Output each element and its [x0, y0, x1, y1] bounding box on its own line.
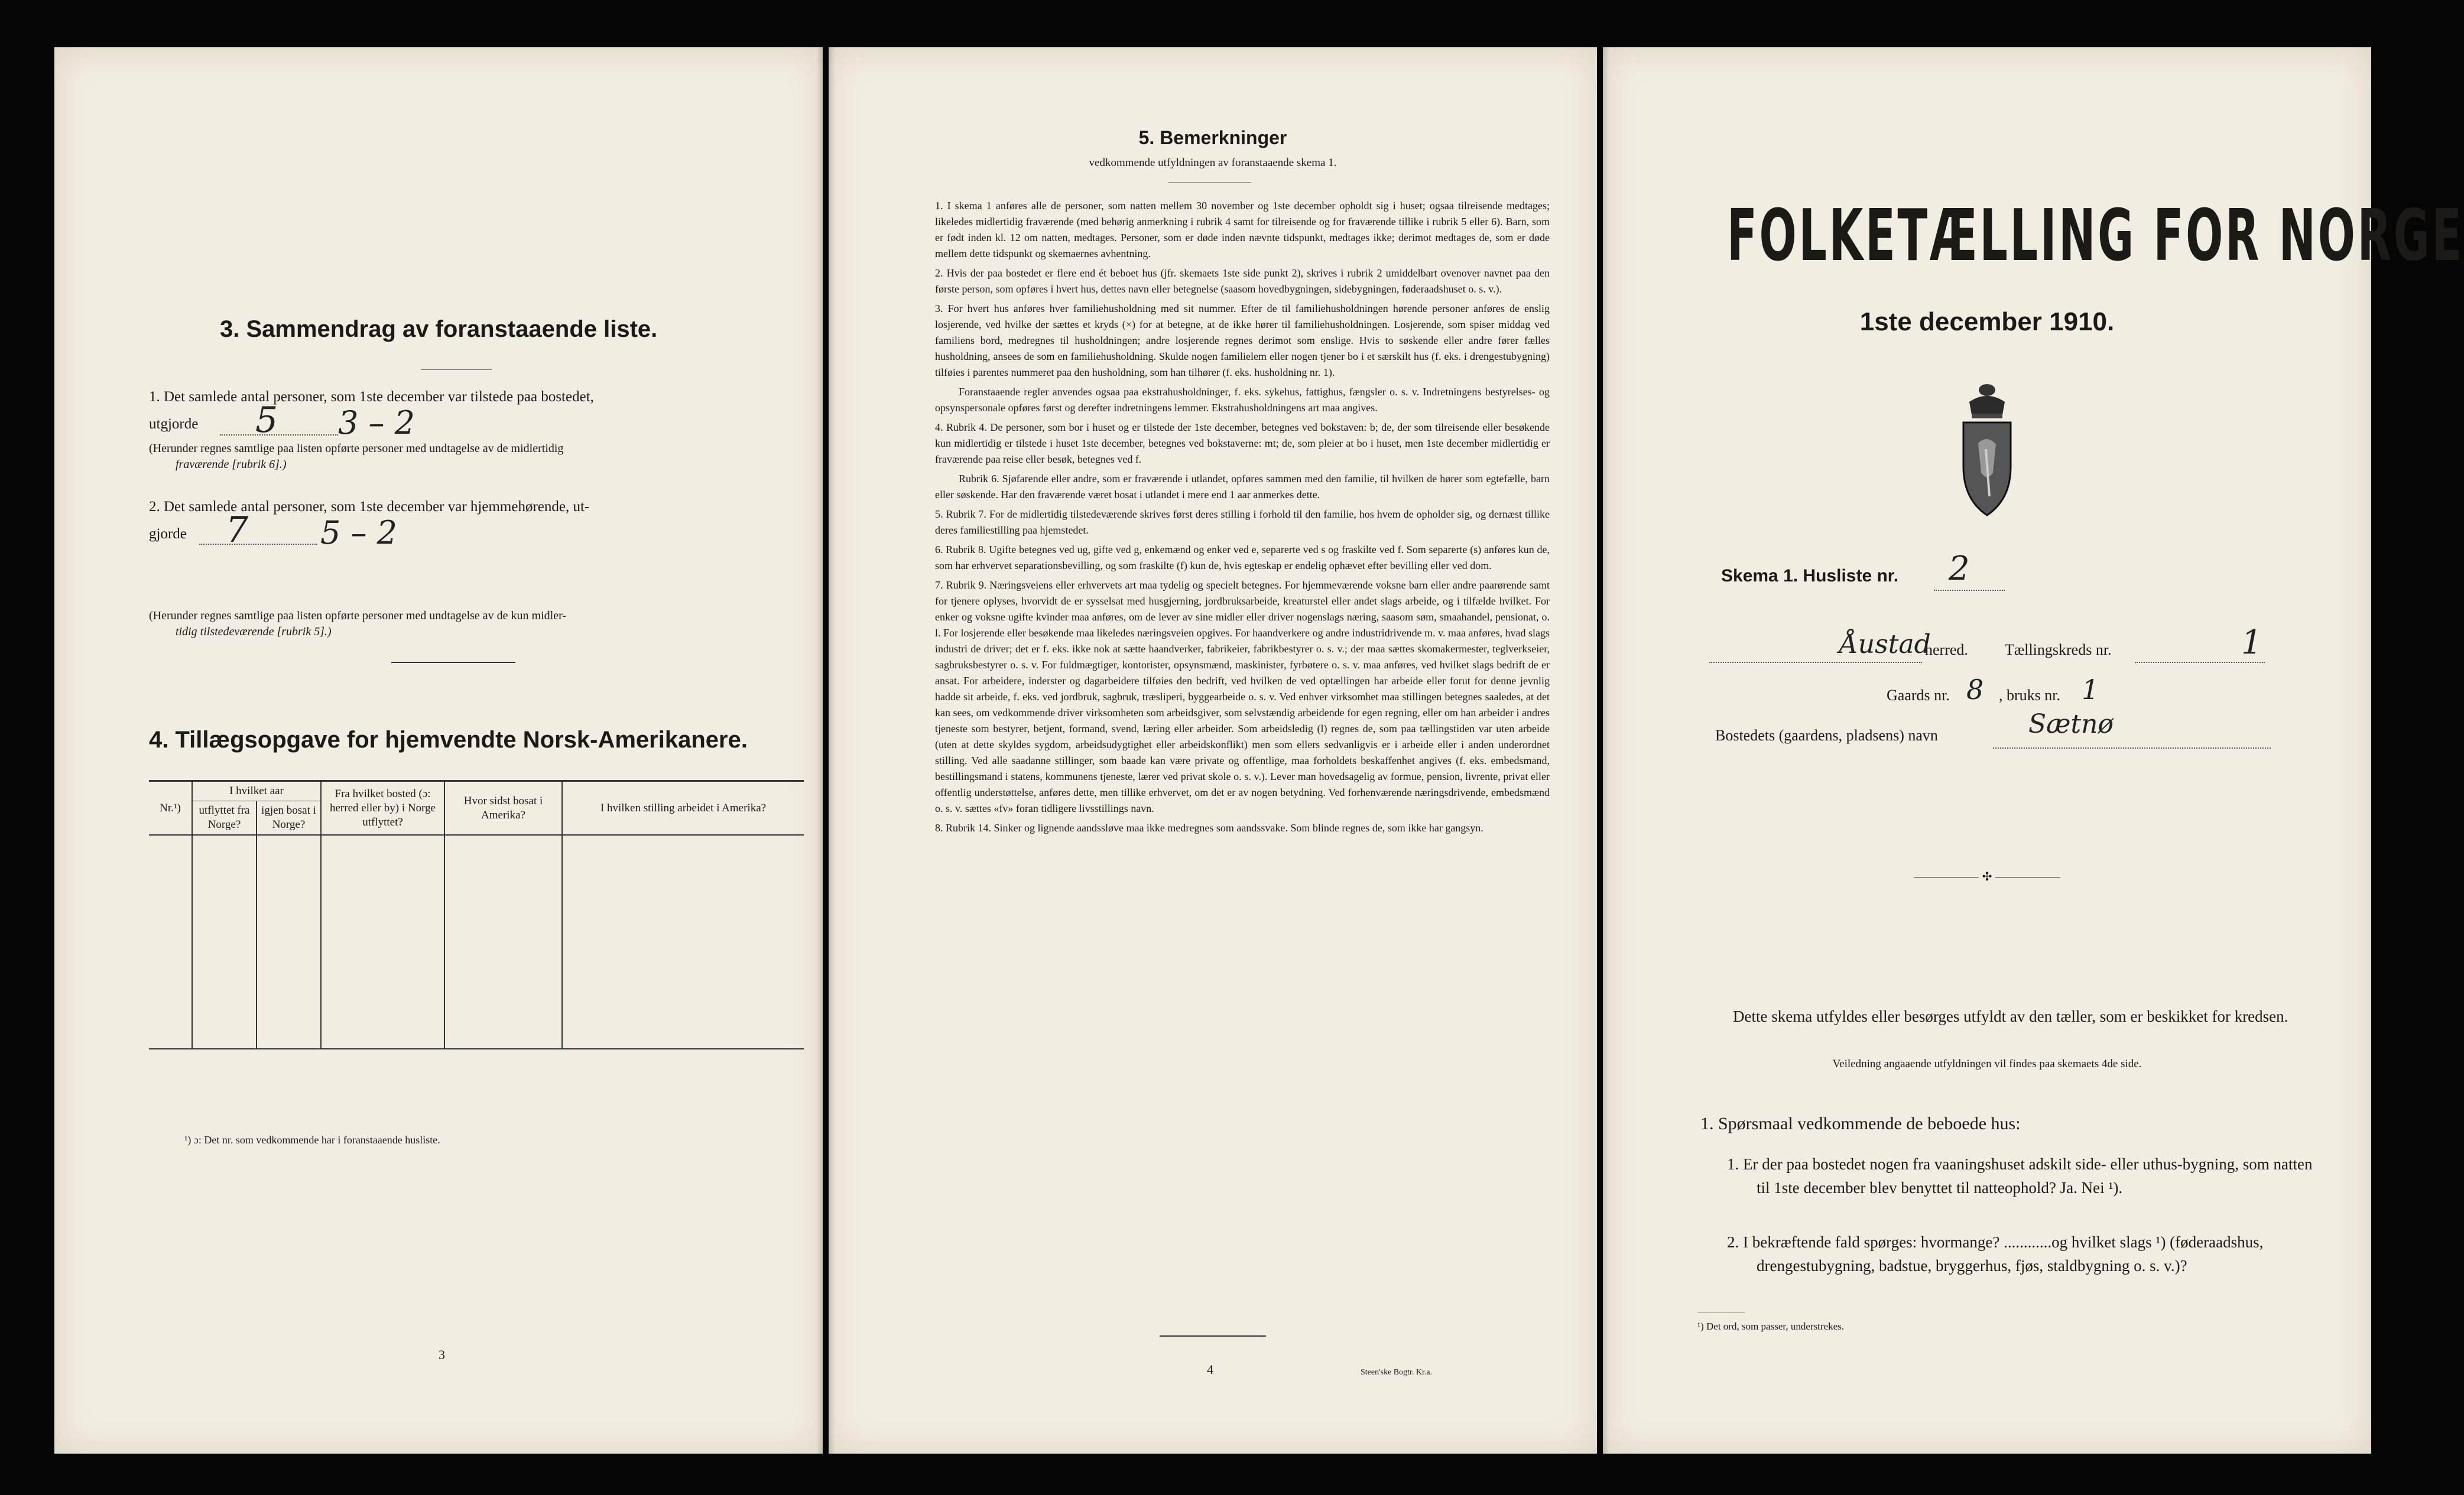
item2-note-cont: tidig tilstedeværende [rubrik 5].) [176, 625, 332, 638]
dotted-line [1709, 662, 1922, 663]
col-igjen-bosat: igjen bosat i Norge? [257, 801, 321, 836]
census-title: FOLKETÆLLING FOR NORGE [1727, 195, 2464, 277]
census-date: 1ste december 1910. [1859, 307, 2115, 336]
dotted-line [2135, 662, 2265, 663]
divider [1160, 1335, 1266, 1337]
divider [391, 662, 515, 663]
remark-3: 3. For hvert hus anføres hver familiehusholdning med sit nummer. Efter de til familiehusholdningen hørende personer anføres de enslig losjerende, ved hvilke der sættes et kryds (×) for at betegne, at de ikke hører til familiehusholdningen. Losjerende, som spiser middag ved familiens bord, medregnes til husholdningen; andre losjerende regnes derimot som enslige. Hvis to søskende eller andre fører fælles husholdning, ansees de som en familiehusholdning. Skulde nogen familielem eller nogen tjener bo i et særskilt hus (f. eks. i drengestubygning) tilføies i parentes nummeret paa den husholdning, som han tilhører (f. eks. husholdning nr. 1). [935, 303, 1550, 378]
question-2: 2. I bekræftende fald spørges: hvormange? ............og hvilket slags ¹) (føderaadshus, drengestubygning, badstue, bryggerhus, fjøs, staldbygning o. s. v.)? [1727, 1233, 2264, 1275]
section3-title: 3. Sammendrag av foranstaaende liste. [220, 316, 658, 342]
item1-breakdown-handwritten: 3 – 2 [338, 404, 415, 441]
page-3-summary [54, 47, 823, 1454]
remark-1: 1. I skema 1 anføres alle de personer, som natten mellem 30 november og 1ste december opholdt sig i huset; ogsaa tilreisende medtages; likeledes midlertidig fraværende (med behørig anmerkning i rubrik 4 samt for tilreisende og for fraværende tillike i rubrik 5 eller 6). Barn, som er født inden kl. 12 om natten, medtages. Personer, som er døde inden nævnte tidspunkt, medtages ikke; derimot medtages de, som er døde mellem dette tidspunkt og skemaernes avhentning. [935, 200, 1550, 259]
dotted-line [220, 434, 338, 436]
table-row [149, 1006, 804, 1049]
item1-note-cont: fraværende [rubrik 6].) [176, 458, 287, 471]
page-4-remarks [829, 47, 1597, 1454]
intro-text: Dette skema utfyldes eller besørges utfyldt av den tæller, som er beskikket for kredsen. [1733, 1008, 2288, 1025]
herred-handwritten: Åustad [1839, 629, 1931, 659]
col-utflyttet: utflyttet fra Norge? [192, 801, 257, 836]
item1-note: (Herunder regnes samtlige paa listen opførte personer med undtagelse av de midlertidig [149, 442, 564, 455]
ornament-divider: ✣ [1898, 869, 2076, 884]
kreds-number-handwritten: 1 [2241, 623, 2262, 662]
table-row [149, 921, 804, 963]
section4-title: 4. Tillægsopgave for hjemvendte Norsk-Amerikanere. [149, 727, 748, 753]
remarks-subtitle: vedkommende utfyldningen av foranstaaende skema 1. [1089, 157, 1337, 169]
col-from-bosted: Fra hvilket bosted (ɔ: herred eller by) i Norge utflyttet? [321, 781, 444, 836]
herred-label: herred. [1925, 641, 1968, 658]
divider [1168, 182, 1251, 183]
item1-text: 1. Det samlede antal personer, som 1ste december var tilstede paa bostedet, [149, 389, 594, 405]
norway-coat-of-arms-icon [1952, 378, 2023, 520]
table-row [149, 878, 804, 921]
footnote: ¹) Det ord, som passer, understrekes. [1697, 1321, 1845, 1332]
page-fold [1603, 47, 1614, 1454]
item2-prefix: gjorde [149, 526, 187, 542]
col-last-bosat: Hvor sidst bosat i Amerika? [444, 781, 562, 836]
page-number: 4 [1207, 1362, 1213, 1377]
remark-4: 4. Rubrik 4. De personer, som bor i huset og er tilstede der 1ste december, betegnes ved bokstaven: b; de, der som tilreisende eller besøkende kun midlertidig er tilstede i huset 1ste december, betegnes ved bokstaverne: mt; de, som pleier at bo i huset, men 1ste december midlertidig er fraværende paa reise eller besøk, betegnes ved f. [935, 421, 1550, 465]
remark-7: 7. Rubrik 9. Næringsveiens eller erhvervets art maa tydelig og specielt betegnes. For hjemmeværende voksne barn eller andre paarørende samt for tjenere oplyses, hvorvidt de er sysselsat med husgjerning, jordbruksarbeide, kreaturstel eller andet slags arbeide, og i tilfælde hvilket. For enker og voksne ugifte kvinder maa anføres, om de lever av sine midler eller driver nogenslags næring, saasom søm, smaahandel, pensionat, o. l. For losjerende eller besøkende maa likeledes næringsveien opgives. For haandverkere og andre industridrivende m. v. maa anføres, hvad slags industri de driver; det er f. eks. ikke nok at sætte haandverker, fabrikeier, fabrikbestyrer o. s. v.; der maa sættes skomakermester, teglverkseier, sagbruksbestyrer o. s. v. For fuldmægtiger, kontorister, opsynsmænd, maskinister, fyrbøtere o. s. v. maa anføres, ved hvilket slags bedrift de er ansat. For arbeidere, inderster og dagarbeidere tilføies den bedrift, ved hvilken de ved optællingen har arbeide eller forut for denne jevnlig hadde sit arbeide, f. eks. ved jordbruk, sagbruk, træsliperi, byggearbeide o. s. v. Ved enhver virksomhet maa stillingen betegnes saaledes, at det kan sees, om vedkommende driver virksomheten som arbeidsgiver, som selvstændig arbeidende for egen regning, eller om han arbeider i andres tjeneste som bestyrer, betjent, formand, svend, læring eller arbeider. Som arbeidsledig (l) regnes de, som paa tællingstiden var uten arbeide (uten at dette skyldes sygdom, arbeidsudygtighet eller arbeidskonflikt) men som ellers sedvanligvis er i arbeide eller i anden underordnet stilling. Ved alle saadanne stillinger, som baade kan være private og offentlige, maa forholdets beskaffenhet angives (f. eks. embedsmand, bestillingsmand i statens, kommunens tjeneste, lærer ved privat skole o. s. v.). Lever man hovedsagelig av formue, pension, livrente, privat eller offentlig understøttelse, anføres dette, men tillike erhvervet, om det er av nogen betydning. Ved forhenværende næringsdrivende, embedsmænd o. s. v. sættes «fv» foran tidligere livsstillings navn. [935, 579, 1550, 814]
gaards-number-handwritten: 8 [1966, 674, 1984, 706]
bosted-label: Bostedets (gaardens, pladsens) navn [1715, 727, 1938, 744]
remark-8: 8. Rubrik 14. Sinker og lignende aandssløve maa ikke medregnes som aandssvake. Som blinde regnes de, som ikke har gangsyn. [935, 822, 1483, 834]
gaards-label: Gaards nr. [1887, 687, 1950, 704]
item2-note: (Herunder regnes samtlige paa listen opførte personer med undtagelse av de kun midler- [149, 609, 567, 622]
item2-breakdown-handwritten: 5 – 2 [320, 514, 398, 551]
remark-3b: Foranstaaende regler anvendes ogsaa paa ekstrahusholdninger, f. eks. sykehus, fattighus, fængsler o. s. v. Indretningens bestyrelses- og opsynspersonale opføres først og derefter indretningens lemmer. Ekstrahusholdningens art maa angives. [935, 386, 1550, 414]
col-nr: Nr.¹) [149, 781, 192, 836]
remarks-title: 5. Bemerkninger [1138, 127, 1287, 148]
norsk-amerikanere-table [149, 780, 804, 1049]
question-1: 1. Er der paa bostedet nogen fra vaaningshuset adskilt side- eller uthus-bygning, som natten til 1ste december blev benyttet til natteophold? Ja. Nei ¹). [1727, 1155, 2313, 1197]
remark-4b: Rubrik 6. Sjøfarende eller andre, som er fraværende i utlandet, opføres sammen med den familie, til hvilken de hører som egtefælle, barn eller søskende. Har den fraværende været bosat i utlandet i mere end 1 aar anmerkes dette. [935, 473, 1550, 500]
page-fold [812, 47, 823, 1454]
question-heading: 1. Spørsmaal vedkommende de beboede hus: [1700, 1114, 2021, 1133]
husliste-number-handwritten: 2 [1949, 550, 1970, 588]
divider [421, 369, 492, 370]
item1-count-handwritten: 5 [255, 399, 278, 441]
footnote: ¹) ɔ: Det nr. som vedkommende har i foranstaaende husliste. [184, 1134, 440, 1146]
col-group-year: I hvilket aar [192, 781, 321, 801]
kreds-label: Tællingskreds nr. [2005, 641, 2112, 658]
intro-guidance: Veiledning angaaende utfyldningen vil findes paa skemaets 4de side. [1832, 1058, 2142, 1070]
dotted-line [1934, 590, 2005, 591]
bruks-label: , bruks nr. [1999, 687, 2060, 704]
table-row [149, 835, 804, 878]
dotted-line [199, 544, 317, 545]
bosted-handwritten: Sætnø [2028, 709, 2114, 739]
remark-2: 2. Hvis der paa bostedet er flere end ét beboet hus (jfr. skemaets 1ste side punkt 2), skrives i rubrik 2 umiddelbart ovenover navnet paa den første person, som opføres i hvert hus, dettes navn eller betegnelse (saasom hovedbygningen, sidebygningen, føderaadshuset o. s. v.). [935, 267, 1550, 295]
page-fold [829, 47, 839, 1454]
item1-prefix: utgjorde [149, 416, 199, 432]
col-stilling: I hvilken stilling arbeidet i Amerika? [562, 781, 804, 836]
page-number: 3 [439, 1347, 445, 1362]
remark-6: 6. Rubrik 8. Ugifte betegnes ved ug, gifte ved g, enkemænd og enker ved e, separerte ved s og fraskilte ved f. Som separerte (s) anføres kun de, som har erhvervet separationsbevilling, og som fraskilte (f) kun de, hvis egteskap er endelig ophævet efter bevilling eller ved dom. [935, 544, 1550, 571]
item2-count-handwritten: 7 [226, 509, 249, 551]
remarks-body [935, 198, 1550, 840]
dotted-line [1993, 748, 2271, 749]
printer-imprint: Steen'ske Bogtr. Kr.a. [1361, 1368, 1433, 1377]
skema-label: Skema 1. Husliste nr. [1721, 566, 1899, 586]
table-row [149, 963, 804, 1006]
page-1-cover [1603, 47, 2464, 1454]
item2-text: 2. Det samlede antal personer, som 1ste december var hjemmehørende, ut- [149, 499, 590, 515]
remark-5: 5. Rubrik 7. For de midlertidig tilstedeværende skrives først deres stilling i forhold til den familie, hos hvem de opholder sig, og dernæst tillike deres familiestilling paa hjemstedet. [935, 508, 1550, 536]
bruks-number-handwritten: 1 [2082, 674, 2099, 706]
